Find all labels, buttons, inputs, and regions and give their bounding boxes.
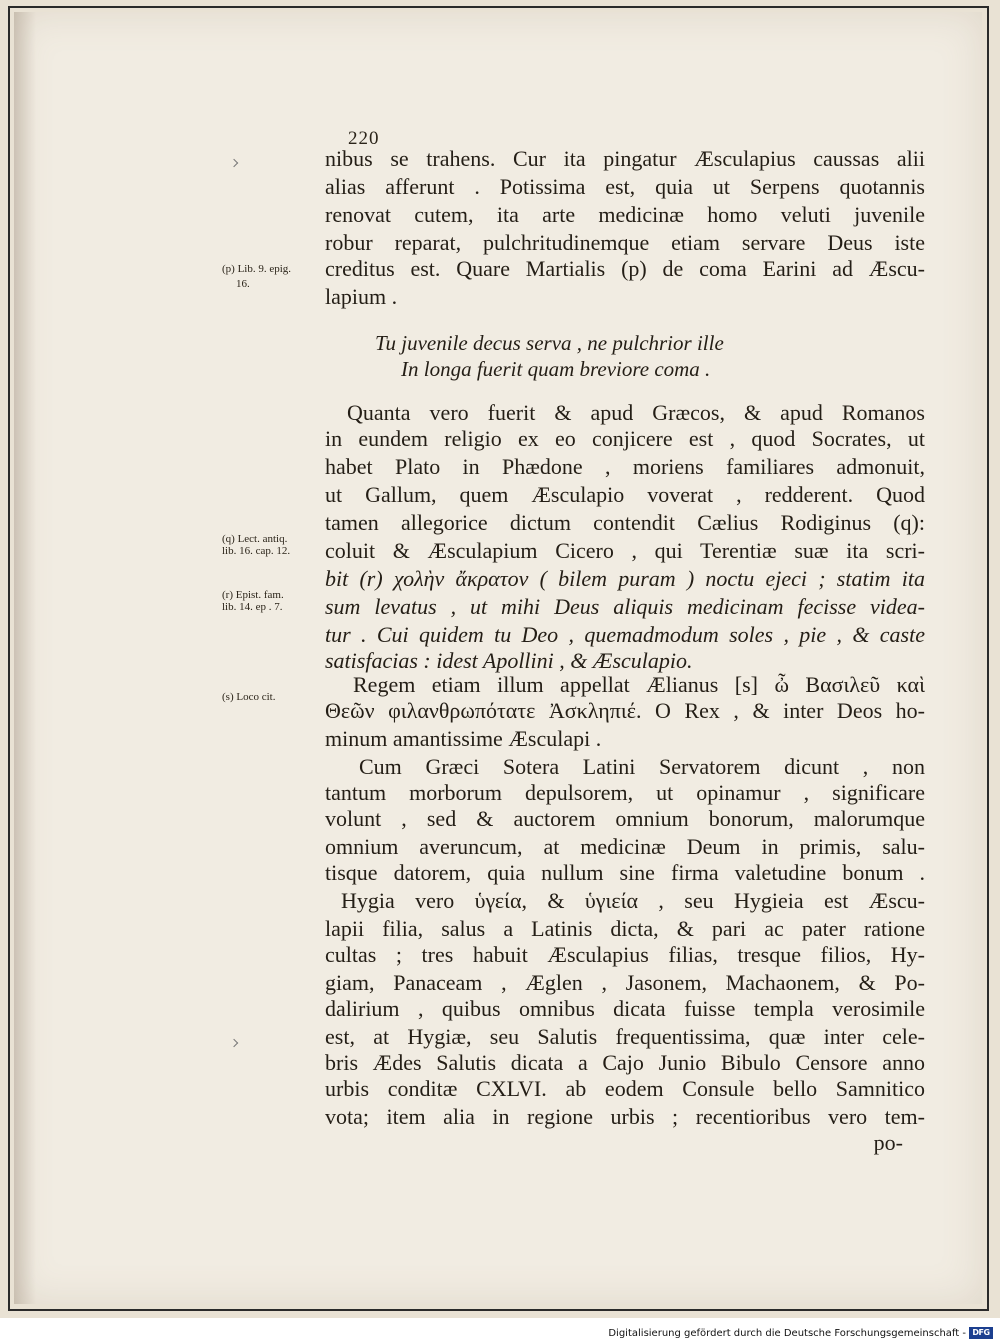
- margin-note: lib. 14. ep . 7.: [222, 601, 283, 613]
- funding-credit: Digitalisierung gefördert durch die Deutsche Forschungsgemeinschaft -: [608, 1328, 966, 1339]
- text-line: lapii filia, salus a Latinis dicta, & pari ac pater ratione: [325, 916, 925, 941]
- text-line: bris Ædes Salutis dicata a Cajo Junio Bibulo Censore anno: [325, 1050, 925, 1075]
- text-line: est, at Hygiæ, seu Salutis frequentissima, quæ inter cele-: [325, 1024, 925, 1049]
- text-line: renovat cutem, ita arte medicinæ homo veluti juvenile: [325, 202, 925, 227]
- text-line: in eundem religio ex eo conjicere est , quod Socrates, ut: [325, 426, 925, 451]
- text-line: robur reparat, pulchritudinemque etiam servare Deus iste: [325, 230, 925, 255]
- margin-note: (p) Lib. 9. epig.: [222, 263, 292, 275]
- catchword: po-: [873, 1130, 903, 1155]
- margin-note: (s) Loco cit.: [222, 691, 276, 703]
- text-line: cultas ; tres habuit Æsculapius filias, tresque filios, Hy-: [325, 942, 925, 967]
- text-line: coluit & Æsculapium Cicero , qui Terentiæ suæ ita scri-: [325, 538, 925, 563]
- text-line: giam, Panaceam , Æglen , Jasonem, Machaonem, & Po-: [325, 970, 925, 995]
- text-line: nibus se trahens. Cur ita pingatur Æsculapius caussas alii: [325, 146, 925, 171]
- text-line: satisfacias : idest Apollini , & Æsculapio.: [325, 648, 693, 673]
- text-line: alias afferunt . Potissima est, quia ut Serpens quotannis: [325, 174, 925, 199]
- text-line: tamen allegorice dictum contendit Cælius Rodiginus (q):: [325, 510, 925, 535]
- text-line: Θεῶν φιλανθρωπότατε Ἀσκληπιέ. O Rex , & inter Deos ho-: [325, 698, 925, 723]
- text-line: tisque datorem, quia nullum sine firma valetudine bonum .: [325, 860, 925, 885]
- text-line: sum levatus , ut mihi Deus aliquis medicinam fecisse videa-: [325, 594, 925, 619]
- page-spine-shadow: [14, 12, 36, 1304]
- verse-line: Tu juvenile decus serva , ne pulchrior ille: [375, 331, 724, 355]
- margin-note: lib. 16. cap. 12.: [222, 545, 291, 557]
- text-line: tantum morborum depulsorem, ut opinamur , significare: [325, 780, 925, 805]
- text-line: Regem etiam illum appellat Ælianus [s] ὦ Βασιλεῦ καὶ: [353, 672, 925, 697]
- page-number: 220: [348, 128, 380, 149]
- margin-note: (r) Epist. fam.: [222, 589, 284, 601]
- verse-line: In longa fuerit quam breviore coma .: [401, 357, 711, 381]
- text-line: omnium averuncum, at medicinæ Deum in primis, salu-: [325, 834, 925, 859]
- dfg-logo: DFG: [969, 1327, 993, 1339]
- margin-note: 16.: [236, 278, 250, 290]
- text-line: minum amantissime Æsculapi .: [325, 726, 602, 751]
- text-line: volunt , sed & auctorem omnium bonorum, malorumque: [325, 806, 925, 831]
- text-line: habet Plato in Phædone , moriens familiares admonuit,: [325, 454, 925, 479]
- text-line: lapium .: [325, 284, 398, 309]
- text-line: creditus est. Quare Martialis (p) de coma Earini ad Æscu-: [325, 256, 925, 281]
- text-line: dalirium , quibus omnibus dicata fuisse templa verosimile: [325, 996, 925, 1021]
- text-line: urbis conditæ CXLVI. ab eodem Consule bello Samnitico: [325, 1076, 925, 1101]
- text-line: Cum Græci Sotera Latini Servatorem dicunt , non: [359, 754, 925, 779]
- text-line: Quanta vero fuerit & apud Græcos, & apud Romanos: [347, 400, 925, 425]
- text-line: tur . Cui quidem tu Deo , quemadmodum soles , pie , & caste: [325, 622, 925, 647]
- text-line: bit (r) χολὴν ἄκρατον ( bilem puram ) noctu ejeci ; statim ita: [325, 566, 925, 591]
- margin-note: (q) Lect. antiq.: [222, 533, 288, 545]
- text-line: vota; item alia in regione urbis ; recentioribus vero tem-: [325, 1104, 925, 1129]
- text-line: Hygia vero ὑγεία, & ὑγιεία , seu Hygieia est Æscu-: [341, 888, 925, 913]
- text-line: ut Gallum, quem Æsculapio voverat , redderent. Quod: [325, 482, 925, 507]
